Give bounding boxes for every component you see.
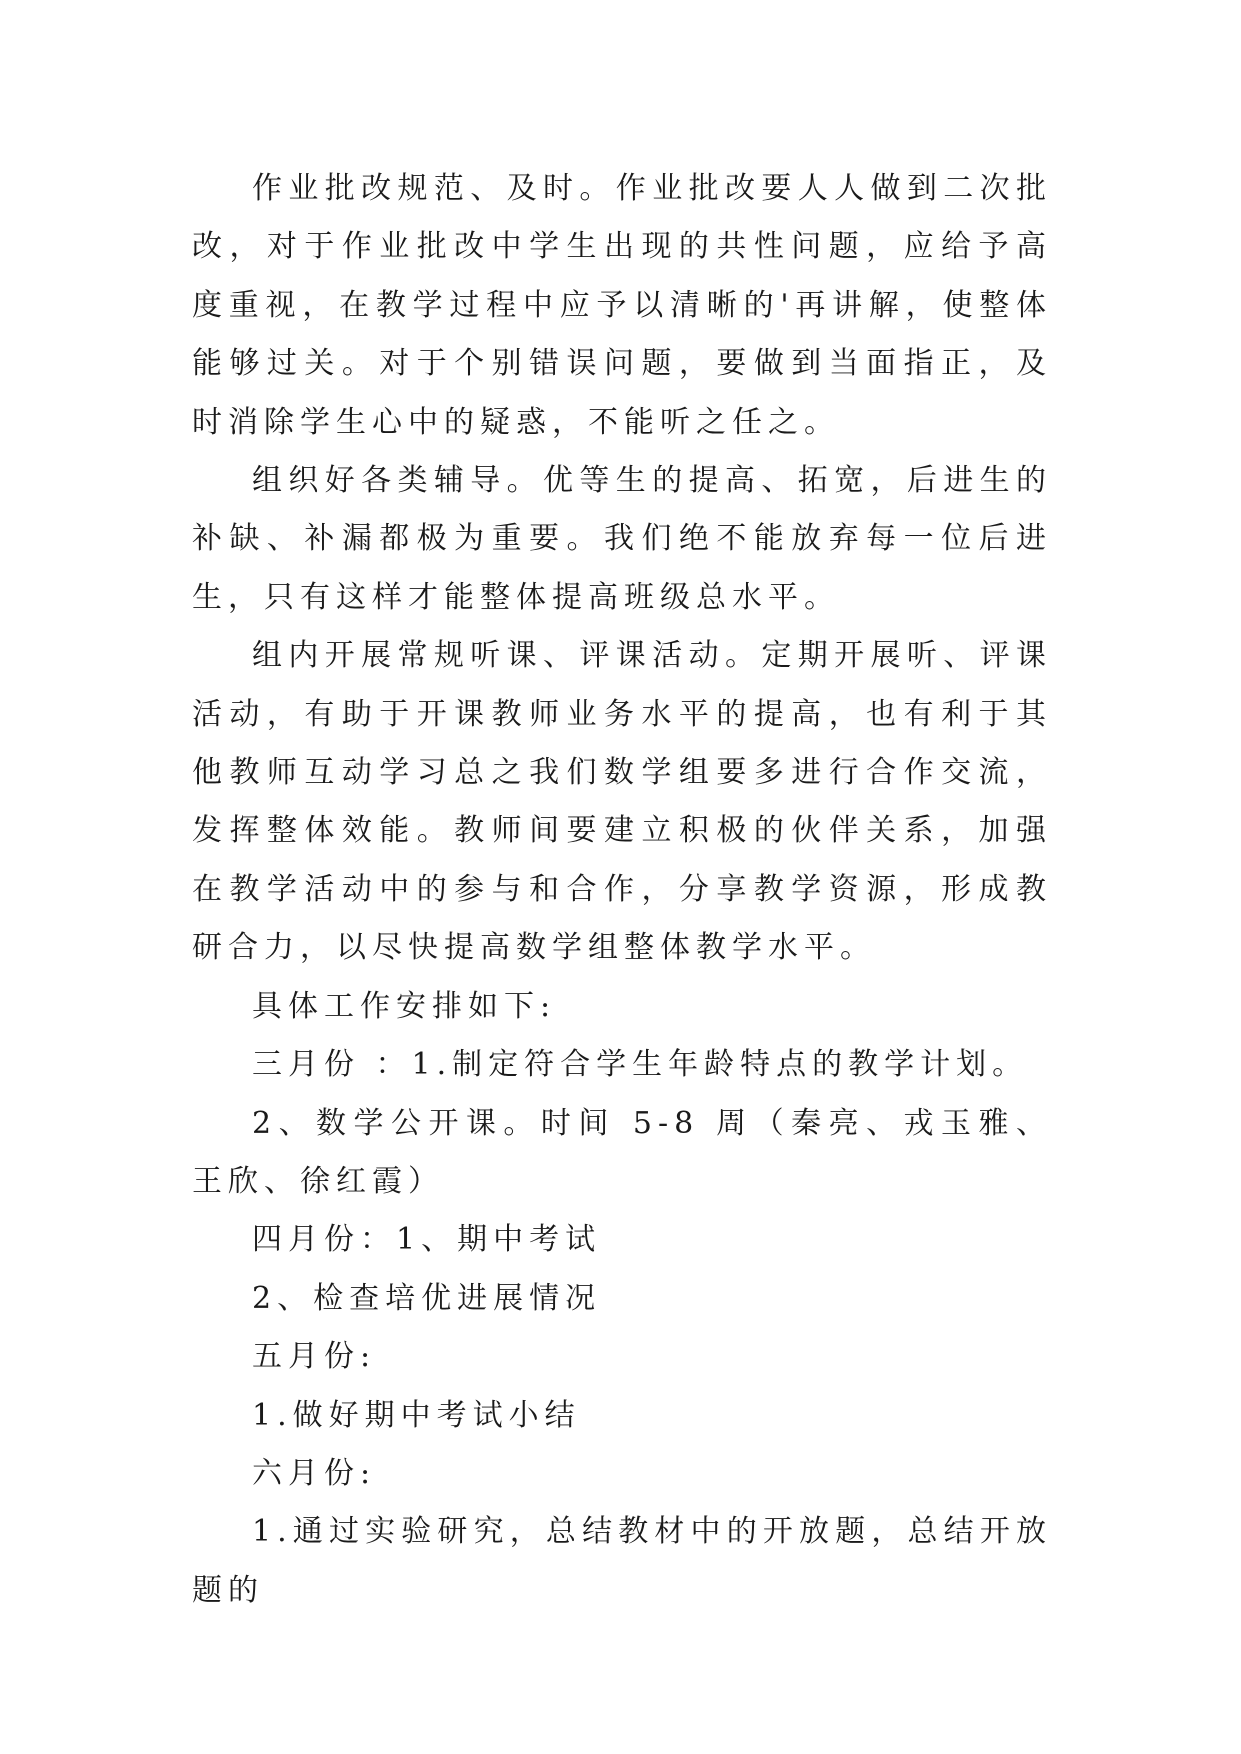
paragraph-march-item-1: 三月份 ：1.制定符合学生年龄特点的教学计划。 [252,1047,1029,1083]
paragraph-homework-correction: 作业批改规范、及时。作业批改要人人做到二次批改，对于作业批改中学生出现的共性问题，应给予高度重视，在教学过程中应予以清晰的'再讲解，使整体能够过关。对于个别错误问题，要做到当面指正，及时消除学生心中的疑惑，不能听之任之。 [192,171,1052,440]
paragraph-march-item-2: 2、数学公开课。时间 5-8 周（秦亮、戎玉雅、王欣、徐红霞） [192,1105,1052,1199]
paragraph-april-item-2: 2、检查培优进展情况 [252,1280,602,1316]
paragraph-june-heading: 六月份: [252,1455,377,1491]
paragraph-june-item-1: 1.通过实验研究，总结教材中的开放题，总结开放题的 [192,1514,1052,1608]
paragraph-tutoring: 组织好各类辅导。优等生的提高、拓宽，后进生的补缺、补漏都极为重要。我们绝不能放弃每一位后进生，只有这样才能整体提高班级总水平。 [192,463,1052,615]
paragraph-schedule-intro: 具体工作安排如下: [252,988,557,1024]
paragraph-april-item-1: 四月份：1、期中考试 [252,1222,602,1258]
paragraph-may-item-1: 1.做好期中考试小结 [252,1397,581,1433]
paragraph-lesson-observation: 组内开展常规听课、评课活动。定期开展听、评课活动，有助于开课教师业务水平的提高，也有利于其他教师互动学习总之我们数学组要多进行合作交流，发挥整体效能。教师间要建立积极的伙伴关系，加强在教学活动中的参与和合作，分享教学资源，形成教研合力，以尽快提高数学组整体教学水平。 [192,638,1052,966]
paragraph-may-heading: 五月份: [252,1339,377,1375]
document-body [192,160,1052,1620]
